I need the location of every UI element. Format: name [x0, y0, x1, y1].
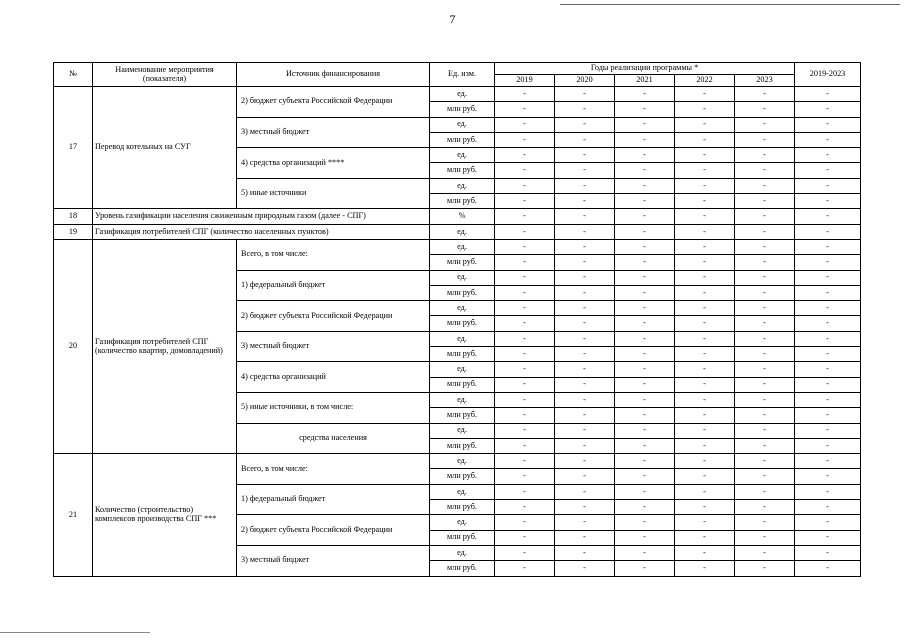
value-cell: - [795, 500, 861, 515]
value-cell: - [555, 163, 615, 178]
value-cell: - [675, 163, 735, 178]
table-body [54, 87, 861, 577]
value-cell: - [615, 148, 675, 163]
value-cell: - [735, 515, 795, 530]
value-cell: - [735, 469, 795, 484]
value-cell: - [675, 178, 735, 193]
unit-cell: ед. [430, 423, 495, 438]
unit-cell: млн руб. [430, 347, 495, 362]
unit-cell: ед. [430, 301, 495, 316]
value-cell: - [795, 423, 861, 438]
value-cell: - [795, 377, 861, 392]
unit-cell: млн руб. [430, 561, 495, 576]
value-cell: - [795, 117, 861, 132]
value-cell: - [795, 224, 861, 239]
value-cell: - [735, 102, 795, 117]
value-cell: - [795, 102, 861, 117]
value-cell: - [615, 163, 675, 178]
value-cell: - [675, 561, 735, 576]
value-cell: - [495, 408, 555, 423]
unit-cell: млн руб. [430, 102, 495, 117]
unit-cell: млн руб. [430, 438, 495, 453]
header-year: 2022 [675, 75, 735, 87]
value-cell: - [615, 224, 675, 239]
value-cell: - [675, 469, 735, 484]
row-number: 21 [54, 454, 93, 576]
value-cell: - [555, 255, 615, 270]
value-cell: - [555, 224, 615, 239]
unit-cell: млн руб. [430, 285, 495, 300]
value-cell: - [675, 117, 735, 132]
value-cell: - [675, 530, 735, 545]
value-cell: - [495, 545, 555, 560]
funding-source: 2) бюджет субъекта Российской Федерации [237, 515, 430, 546]
value-cell: - [735, 148, 795, 163]
value-cell: - [495, 362, 555, 377]
value-cell: - [675, 347, 735, 362]
value-cell: - [555, 347, 615, 362]
value-cell: - [495, 484, 555, 499]
table-row [54, 224, 861, 239]
value-cell: - [735, 316, 795, 331]
value-cell: - [735, 423, 795, 438]
value-cell: - [555, 454, 615, 469]
funding-source: 4) средства организаций **** [237, 148, 430, 179]
unit-cell: ед. [430, 224, 495, 239]
value-cell: - [735, 239, 795, 254]
value-cell: - [675, 270, 735, 285]
value-cell: - [735, 209, 795, 224]
header-name: Наименование мероприятия (показателя) [93, 63, 237, 87]
value-cell: - [675, 515, 735, 530]
value-cell: - [495, 194, 555, 209]
value-cell: - [615, 469, 675, 484]
header-year: 2023 [735, 75, 795, 87]
value-cell: - [615, 331, 675, 346]
value-cell: - [555, 178, 615, 193]
header-total: 2019-2023 [795, 63, 861, 87]
funding-source: Всего, в том числе: [237, 454, 430, 485]
table-row [54, 454, 861, 469]
unit-cell: млн руб. [430, 408, 495, 423]
value-cell: - [675, 500, 735, 515]
value-cell: - [735, 224, 795, 239]
funding-source: 1) федеральный бюджет [237, 270, 430, 301]
value-cell: - [795, 438, 861, 453]
unit-cell: ед. [430, 454, 495, 469]
value-cell: - [675, 209, 735, 224]
value-cell: - [735, 484, 795, 499]
value-cell: - [615, 239, 675, 254]
row-name: Газификация потребителей СПГ (количество квартир, домовладений) [93, 239, 237, 453]
value-cell: - [735, 347, 795, 362]
value-cell: - [555, 132, 615, 147]
unit-cell: млн руб. [430, 530, 495, 545]
value-cell: - [675, 377, 735, 392]
header-year: 2019 [495, 75, 555, 87]
value-cell: - [555, 148, 615, 163]
value-cell: - [795, 515, 861, 530]
funding-source: 2) бюджет субъекта Российской Федерации [237, 87, 430, 118]
value-cell: - [735, 270, 795, 285]
value-cell: - [495, 331, 555, 346]
value-cell: - [675, 87, 735, 102]
value-cell: - [495, 148, 555, 163]
value-cell: - [795, 87, 861, 102]
funding-source: 5) иные источники [237, 178, 430, 209]
row-name: Уровень газификации населения сжиженным природным газом (далее - СПГ) [93, 209, 430, 224]
value-cell: - [675, 362, 735, 377]
value-cell: - [735, 454, 795, 469]
value-cell: - [675, 423, 735, 438]
value-cell: - [735, 163, 795, 178]
header-years-group: Годы реализации программы * [495, 63, 795, 75]
value-cell: - [615, 484, 675, 499]
value-cell: - [615, 561, 675, 576]
value-cell: - [735, 301, 795, 316]
value-cell: - [735, 178, 795, 193]
value-cell: - [495, 377, 555, 392]
value-cell: - [495, 270, 555, 285]
value-cell: - [495, 163, 555, 178]
header-no: № [54, 63, 93, 87]
page-number: 7 [449, 12, 456, 26]
value-cell: - [615, 408, 675, 423]
value-cell: - [735, 377, 795, 392]
value-cell: - [675, 132, 735, 147]
header-year: 2021 [615, 75, 675, 87]
value-cell: - [615, 301, 675, 316]
value-cell: - [615, 285, 675, 300]
table-row [54, 87, 861, 102]
value-cell: - [795, 316, 861, 331]
unit-cell: млн руб. [430, 500, 495, 515]
value-cell: - [735, 500, 795, 515]
unit-cell: ед. [430, 515, 495, 530]
row-name: Газификация потребителей СПГ (количество населенных пунктов) [93, 224, 430, 239]
value-cell: - [795, 255, 861, 270]
value-cell: - [795, 239, 861, 254]
value-cell: - [675, 484, 735, 499]
value-cell: - [795, 484, 861, 499]
value-cell: - [735, 392, 795, 407]
value-cell: - [495, 178, 555, 193]
value-cell: - [555, 484, 615, 499]
value-cell: - [675, 148, 735, 163]
value-cell: - [615, 438, 675, 453]
value-cell: - [795, 408, 861, 423]
value-cell: - [675, 331, 735, 346]
value-cell: - [555, 270, 615, 285]
value-cell: - [495, 392, 555, 407]
value-cell: - [735, 255, 795, 270]
value-cell: - [735, 132, 795, 147]
value-cell: - [555, 561, 615, 576]
value-cell: - [495, 454, 555, 469]
value-cell: - [735, 408, 795, 423]
value-cell: - [795, 347, 861, 362]
value-cell: - [495, 224, 555, 239]
value-cell: - [675, 392, 735, 407]
value-cell: - [615, 423, 675, 438]
bottom-rule [0, 632, 150, 633]
unit-cell: ед. [430, 545, 495, 560]
unit-cell: ед. [430, 87, 495, 102]
value-cell: - [555, 530, 615, 545]
value-cell: - [735, 561, 795, 576]
value-cell: - [495, 469, 555, 484]
unit-cell: ед. [430, 148, 495, 163]
value-cell: - [555, 423, 615, 438]
value-cell: - [615, 377, 675, 392]
value-cell: - [795, 469, 861, 484]
value-cell: - [735, 285, 795, 300]
top-rule [560, 4, 900, 5]
row-number: 17 [54, 87, 93, 209]
unit-cell: ед. [430, 239, 495, 254]
value-cell: - [555, 331, 615, 346]
funding-source: 4) средства организаций [237, 362, 430, 393]
value-cell: - [555, 377, 615, 392]
value-cell: - [675, 255, 735, 270]
row-number: 20 [54, 239, 93, 453]
value-cell: - [495, 423, 555, 438]
value-cell: - [795, 194, 861, 209]
value-cell: - [615, 454, 675, 469]
unit-cell: млн руб. [430, 132, 495, 147]
value-cell: - [555, 209, 615, 224]
value-cell: - [555, 500, 615, 515]
value-cell: - [735, 87, 795, 102]
table-row [54, 239, 861, 254]
value-cell: - [795, 454, 861, 469]
value-cell: - [495, 500, 555, 515]
funding-source: 3) местный бюджет [237, 331, 430, 362]
program-table [53, 62, 861, 577]
value-cell: - [615, 178, 675, 193]
value-cell: - [615, 194, 675, 209]
value-cell: - [555, 117, 615, 132]
unit-cell: млн руб. [430, 255, 495, 270]
table-row [54, 209, 861, 224]
unit-cell: ед. [430, 270, 495, 285]
value-cell: - [615, 500, 675, 515]
value-cell: - [615, 87, 675, 102]
value-cell: - [495, 117, 555, 132]
value-cell: - [495, 255, 555, 270]
unit-cell: ед. [430, 484, 495, 499]
value-cell: - [615, 362, 675, 377]
row-number: 18 [54, 209, 93, 224]
unit-cell: млн руб. [430, 163, 495, 178]
value-cell: - [495, 316, 555, 331]
value-cell: - [555, 545, 615, 560]
value-cell: - [735, 545, 795, 560]
value-cell: - [555, 194, 615, 209]
funding-source: 1) федеральный бюджет [237, 484, 430, 515]
value-cell: - [555, 316, 615, 331]
value-cell: - [555, 469, 615, 484]
value-cell: - [675, 194, 735, 209]
value-cell: - [675, 408, 735, 423]
value-cell: - [675, 239, 735, 254]
value-cell: - [615, 209, 675, 224]
value-cell: - [495, 87, 555, 102]
value-cell: - [795, 148, 861, 163]
value-cell: - [555, 87, 615, 102]
value-cell: - [615, 392, 675, 407]
value-cell: - [555, 102, 615, 117]
funding-source: 3) местный бюджет [237, 545, 430, 576]
value-cell: - [675, 438, 735, 453]
value-cell: - [555, 408, 615, 423]
funding-source: Всего, в том числе: [237, 239, 430, 270]
value-cell: - [615, 117, 675, 132]
value-cell: - [795, 285, 861, 300]
value-cell: - [795, 178, 861, 193]
value-cell: - [615, 102, 675, 117]
value-cell: - [675, 285, 735, 300]
value-cell: - [495, 530, 555, 545]
value-cell: - [735, 117, 795, 132]
funding-source: 3) местный бюджет [237, 117, 430, 148]
value-cell: - [495, 301, 555, 316]
funding-source: средства населения [237, 423, 430, 454]
value-cell: - [795, 530, 861, 545]
value-cell: - [795, 331, 861, 346]
value-cell: - [795, 545, 861, 560]
value-cell: - [555, 438, 615, 453]
value-cell: - [735, 194, 795, 209]
value-cell: - [675, 102, 735, 117]
value-cell: - [555, 392, 615, 407]
value-cell: - [675, 224, 735, 239]
row-number: 19 [54, 224, 93, 239]
value-cell: - [615, 545, 675, 560]
value-cell: - [555, 515, 615, 530]
value-cell: - [495, 285, 555, 300]
value-cell: - [735, 362, 795, 377]
value-cell: - [735, 530, 795, 545]
value-cell: - [795, 392, 861, 407]
value-cell: - [795, 561, 861, 576]
unit-cell: ед. [430, 331, 495, 346]
unit-cell: ед. [430, 392, 495, 407]
funding-source: 2) бюджет субъекта Российской Федерации [237, 301, 430, 332]
value-cell: - [495, 561, 555, 576]
value-cell: - [495, 239, 555, 254]
value-cell: - [675, 454, 735, 469]
unit-cell: млн руб. [430, 194, 495, 209]
value-cell: - [795, 163, 861, 178]
value-cell: - [615, 270, 675, 285]
value-cell: - [735, 438, 795, 453]
header-source: Источник финансирования [237, 63, 430, 87]
value-cell: - [615, 515, 675, 530]
unit-cell: ед. [430, 362, 495, 377]
unit-cell: ед. [430, 117, 495, 132]
value-cell: - [495, 438, 555, 453]
value-cell: - [675, 545, 735, 560]
funding-source: 5) иные источники, в том числе: [237, 392, 430, 423]
value-cell: - [795, 362, 861, 377]
unit-cell: млн руб. [430, 469, 495, 484]
value-cell: - [555, 285, 615, 300]
header-row [54, 63, 861, 75]
unit-cell: млн руб. [430, 316, 495, 331]
value-cell: - [555, 239, 615, 254]
value-cell: - [615, 255, 675, 270]
value-cell: - [495, 209, 555, 224]
unit-cell: % [430, 209, 495, 224]
value-cell: - [615, 316, 675, 331]
unit-cell: млн руб. [430, 377, 495, 392]
value-cell: - [615, 347, 675, 362]
header-year: 2020 [555, 75, 615, 87]
value-cell: - [495, 347, 555, 362]
value-cell: - [675, 316, 735, 331]
unit-cell: ед. [430, 178, 495, 193]
row-name: Количество (строительство) комплексов производства СПГ *** [93, 454, 237, 576]
value-cell: - [495, 515, 555, 530]
row-name: Перевод котельных на СУГ [93, 87, 237, 209]
value-cell: - [735, 331, 795, 346]
value-cell: - [615, 132, 675, 147]
value-cell: - [615, 530, 675, 545]
value-cell: - [495, 102, 555, 117]
value-cell: - [795, 209, 861, 224]
header-unit: Ед. изм. [430, 63, 495, 87]
value-cell: - [675, 301, 735, 316]
value-cell: - [495, 132, 555, 147]
value-cell: - [555, 362, 615, 377]
value-cell: - [795, 132, 861, 147]
value-cell: - [555, 301, 615, 316]
value-cell: - [795, 270, 861, 285]
value-cell: - [795, 301, 861, 316]
